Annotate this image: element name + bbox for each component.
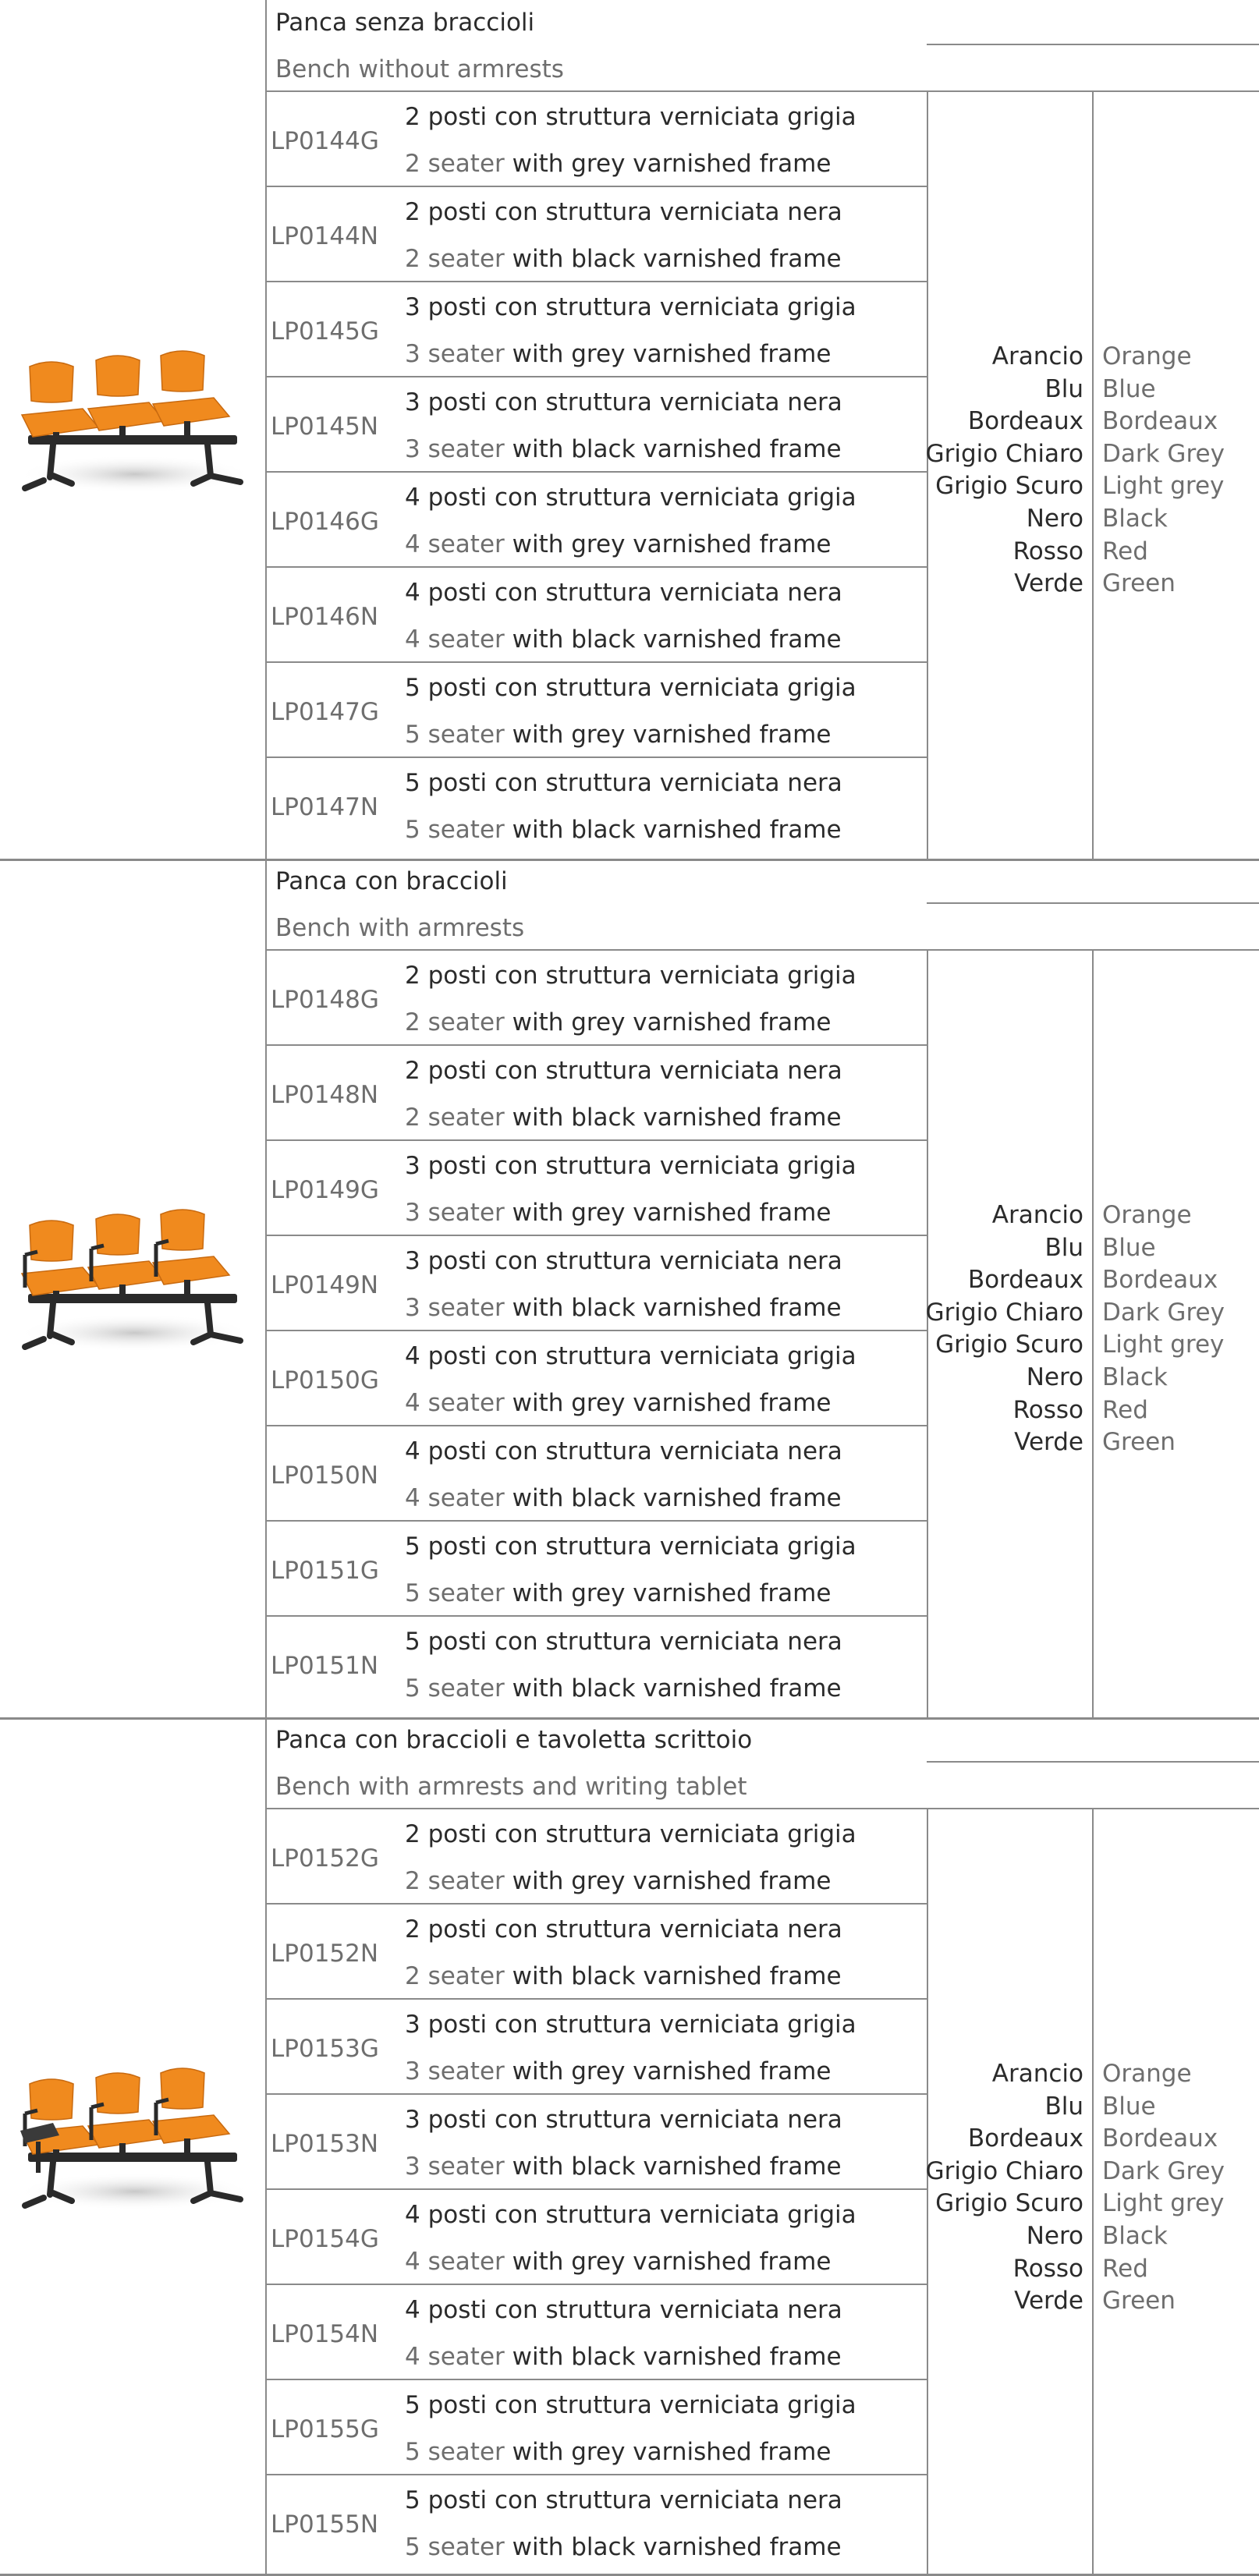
bench-image-icon — [6, 1202, 256, 1361]
color-name-en: Dark Grey — [1102, 1298, 1225, 1327]
color-name-en: Light grey — [1102, 1331, 1225, 1359]
color-name-en: Light grey — [1102, 472, 1225, 501]
table-row — [0, 1617, 1259, 1712]
frame-description: with black varnished frame — [504, 625, 842, 654]
product-code: LP0144N — [271, 222, 379, 250]
description-it: 2 posti con struttura verniciata grigia — [405, 1820, 856, 1848]
color-name-it: Verde — [1014, 1428, 1083, 1457]
color-name-it: Grigio Chiaro — [925, 439, 1083, 468]
section-title-en: Bench with armrests — [275, 914, 525, 942]
seater-count: 5 seater — [405, 1579, 505, 1607]
description-en — [405, 1391, 831, 1416]
seater-count: 2 seater — [405, 150, 505, 178]
color-name-en: Orange — [1102, 1201, 1192, 1229]
frame-description: with grey varnished frame — [504, 2057, 832, 2085]
description-en — [405, 2057, 832, 2085]
seater-count: 5 seater — [405, 721, 505, 749]
seater-count: 3 seater — [405, 1294, 505, 1322]
description-it: 5 posti con struttura verniciata nera — [405, 769, 842, 797]
description-en — [405, 247, 842, 271]
description-it: 5 posti con struttura verniciata grigia — [405, 1532, 856, 1561]
seater-count: 5 seater — [405, 1674, 505, 1703]
color-name-it: Grigio Scuro — [935, 1331, 1083, 1359]
seater-count: 2 seater — [405, 1867, 505, 1895]
color-name-en: Black — [1102, 505, 1168, 533]
description-it: 2 posti con struttura verniciata grigia — [405, 103, 856, 131]
product-code: LP0150G — [271, 1366, 379, 1394]
color-name-en: Blue — [1102, 2092, 1156, 2121]
frame-description: with grey varnished frame — [504, 1579, 832, 1607]
seater-count: 2 seater — [405, 1104, 505, 1132]
frame-description: with grey varnished frame — [504, 1389, 832, 1417]
seater-count: 4 seater — [405, 1484, 505, 1512]
color-name-en: Bordeaux — [1102, 2124, 1218, 2153]
frame-description: with black varnished frame — [504, 245, 842, 273]
header-rule — [927, 44, 1259, 45]
product-code: LP0155G — [271, 2415, 379, 2443]
frame-description: with grey varnished frame — [504, 721, 832, 749]
product-code: LP0153G — [271, 2035, 379, 2063]
description-en — [405, 1869, 831, 1894]
description-en — [405, 1201, 831, 1225]
color-name-it: Verde — [1014, 2287, 1083, 2316]
seater-count: 2 seater — [405, 1008, 505, 1036]
frame-description: with grey varnished frame — [504, 1199, 832, 1227]
product-code: LP0144G — [271, 127, 379, 155]
frame-description: with black varnished frame — [504, 1674, 842, 1703]
description-it: 3 posti con struttura verniciata nera — [405, 2106, 842, 2134]
color-name-en: Blue — [1102, 374, 1156, 403]
bench-image-icon — [6, 2060, 256, 2220]
seater-count: 5 seater — [405, 816, 505, 844]
product-code: LP0148N — [271, 1081, 379, 1109]
color-name-it: Rosso — [1013, 1395, 1083, 1424]
description-it: 5 posti con struttura verniciata grigia — [405, 674, 856, 702]
color-name-en: Black — [1102, 2222, 1168, 2250]
description-it: 2 posti con struttura verniciata nera — [405, 198, 842, 226]
color-name-it: Verde — [1014, 569, 1083, 598]
color-name-en: Bordeaux — [1102, 1266, 1218, 1295]
color-name-it: Blu — [1044, 374, 1083, 403]
description-it: 4 posti con struttura verniciata grigia — [405, 484, 856, 512]
product-code: LP0152G — [271, 1844, 379, 1873]
description-it: 2 posti con struttura verniciata nera — [405, 1057, 842, 1085]
frame-description: with black varnished frame — [504, 816, 842, 844]
description-en — [405, 1296, 842, 1320]
seater-count: 3 seater — [405, 435, 505, 463]
table-row — [0, 1905, 1259, 2000]
product-code: LP0147G — [271, 698, 379, 726]
color-name-it: Blu — [1044, 2092, 1083, 2121]
description-it: 5 posti con struttura verniciata grigia — [405, 2391, 856, 2419]
product-code: LP0148G — [271, 986, 379, 1014]
product-code: LP0155N — [271, 2510, 379, 2539]
color-name-it: Arancio — [991, 2060, 1083, 2088]
section-title-en: Bench with armrests and writing tablet — [275, 1773, 747, 1801]
header-rule — [927, 902, 1259, 904]
seater-count: 2 seater — [405, 245, 505, 273]
seater-count: 4 seater — [405, 2343, 505, 2371]
seater-count: 4 seater — [405, 1389, 505, 1417]
color-name-it: Grigio Scuro — [935, 2189, 1083, 2218]
frame-description: with black varnished frame — [504, 2153, 842, 2181]
product-section — [0, 859, 1259, 1717]
color-name-en: Light grey — [1102, 2189, 1225, 2218]
description-en — [405, 435, 842, 463]
frame-description: with black varnished frame — [504, 1484, 842, 1512]
color-name-it: Rosso — [1013, 537, 1083, 565]
description-it: 4 posti con struttura verniciata grigia — [405, 1342, 856, 1370]
product-code: LP0150N — [271, 1462, 379, 1490]
color-name-it: Grigio Chiaro — [925, 1298, 1083, 1327]
description-en — [405, 2535, 842, 2560]
seater-count: 3 seater — [405, 340, 505, 368]
description-en — [405, 2440, 831, 2464]
table-row — [0, 187, 1259, 282]
description-en — [405, 530, 832, 558]
description-en — [405, 2155, 842, 2179]
frame-description: with grey varnished frame — [504, 530, 832, 558]
table-row — [0, 1046, 1259, 1141]
color-name-en: Red — [1102, 537, 1148, 565]
frame-description: with grey varnished frame — [504, 340, 832, 368]
seater-count: 3 seater — [405, 2057, 505, 2085]
color-name-it: Nero — [1026, 505, 1083, 533]
color-name-it: Grigio Scuro — [935, 472, 1083, 501]
color-name-it: Grigio Chiaro — [925, 2156, 1083, 2185]
header-rule — [927, 1761, 1259, 1763]
description-it: 4 posti con struttura verniciata nera — [405, 1437, 842, 1465]
description-en — [405, 2345, 842, 2369]
description-it: 3 posti con struttura verniciata grigia — [405, 1152, 856, 1180]
seater-count: 5 seater — [405, 2438, 505, 2466]
section-divider — [0, 859, 1259, 861]
description-it: 3 posti con struttura verniciata nera — [405, 388, 842, 416]
frame-description: with black varnished frame — [504, 1104, 842, 1132]
description-en — [405, 1008, 832, 1036]
color-name-it: Nero — [1026, 2222, 1083, 2250]
color-name-en: Orange — [1102, 2060, 1192, 2088]
product-code: LP0146G — [271, 508, 379, 536]
color-name-en: Green — [1102, 569, 1176, 598]
frame-description: with black varnished frame — [504, 2343, 842, 2371]
section-divider — [0, 1717, 1259, 1720]
description-it: 2 posti con struttura verniciata grigia — [405, 962, 856, 990]
color-name-it: Blu — [1044, 1233, 1083, 1262]
product-code: LP0153N — [271, 2130, 379, 2158]
color-name-it: Arancio — [991, 1201, 1083, 1229]
color-name-en: Green — [1102, 1428, 1176, 1457]
frame-description: with grey varnished frame — [504, 150, 832, 178]
frame-description: with black varnished frame — [504, 435, 842, 463]
color-name-en: Black — [1102, 1363, 1168, 1391]
product-code: LP0154N — [271, 2320, 379, 2348]
frame-description: with black varnished frame — [504, 1962, 842, 1990]
section-title-it: Panca con braccioli e tavoletta scrittoio — [275, 1726, 753, 1754]
product-code: LP0154G — [271, 2225, 379, 2253]
table-row — [0, 663, 1259, 758]
description-it: 4 posti con struttura verniciata grigia — [405, 2201, 856, 2229]
frame-description: with grey varnished frame — [504, 2248, 832, 2276]
seater-count: 4 seater — [405, 625, 505, 654]
product-code: LP0146N — [271, 603, 379, 631]
description-en — [405, 1674, 842, 1703]
color-name-it: Nero — [1026, 1363, 1083, 1391]
description-en — [405, 2250, 831, 2274]
seater-count: 3 seater — [405, 2153, 505, 2181]
product-code: LP0149N — [271, 1271, 379, 1299]
description-it: 4 posti con struttura verniciata nera — [405, 579, 842, 607]
frame-description: with grey varnished frame — [504, 1008, 832, 1036]
product-section — [0, 1717, 1259, 2576]
color-name-it: Rosso — [1013, 2254, 1083, 2283]
description-en — [405, 1962, 842, 1990]
frame-description: with grey varnished frame — [504, 2438, 832, 2466]
description-en — [405, 818, 842, 842]
color-name-en: Green — [1102, 2287, 1176, 2316]
color-name-en: Orange — [1102, 342, 1192, 370]
description-en — [405, 1106, 842, 1130]
color-name-it: Bordeaux — [967, 2124, 1083, 2153]
color-name-it: Arancio — [991, 342, 1083, 370]
product-code: LP0147N — [271, 793, 379, 821]
seater-count: 2 seater — [405, 1962, 505, 1990]
table-row — [0, 92, 1259, 187]
description-it: 3 posti con struttura verniciata grigia — [405, 2011, 856, 2039]
seater-count: 4 seater — [405, 530, 505, 558]
section-title-it: Panca con braccioli — [275, 867, 508, 895]
description-en — [405, 1579, 832, 1607]
color-name-en: Red — [1102, 2254, 1148, 2283]
description-en — [405, 342, 831, 367]
table-row — [0, 758, 1259, 853]
color-name-en: Bordeaux — [1102, 407, 1218, 436]
description-it: 5 posti con struttura verniciata nera — [405, 1628, 842, 1656]
color-name-en: Dark Grey — [1102, 2156, 1225, 2185]
frame-description: with grey varnished frame — [504, 1867, 832, 1895]
table-row — [0, 2380, 1259, 2475]
product-code: LP0145G — [271, 317, 379, 345]
product-code: LP0151G — [271, 1557, 379, 1585]
section-title-it: Panca senza braccioli — [275, 9, 535, 37]
product-code: LP0152N — [271, 1940, 379, 1968]
bench-image-icon — [6, 343, 256, 502]
product-section — [0, 0, 1259, 859]
product-code: LP0151N — [271, 1652, 379, 1680]
color-name-it: Bordeaux — [967, 407, 1083, 436]
description-en — [405, 1486, 842, 1511]
description-en — [405, 625, 842, 654]
description-it: 3 posti con struttura verniciata nera — [405, 1247, 842, 1275]
description-it: 2 posti con struttura verniciata nera — [405, 1915, 842, 1944]
color-name-en: Red — [1102, 1395, 1148, 1424]
product-code: LP0145N — [271, 413, 379, 441]
table-row — [0, 1522, 1259, 1617]
description-en — [405, 723, 831, 747]
product-code: LP0149G — [271, 1176, 379, 1204]
description-en — [405, 152, 831, 176]
seater-count: 5 seater — [405, 2533, 505, 2561]
description-it: 5 posti con struttura verniciata nera — [405, 2486, 842, 2514]
description-it: 4 posti con struttura verniciata nera — [405, 2296, 842, 2324]
seater-count: 3 seater — [405, 1199, 505, 1227]
color-name-it: Bordeaux — [967, 1266, 1083, 1295]
table-row — [0, 951, 1259, 1046]
table-row — [0, 1809, 1259, 1905]
frame-description: with black varnished frame — [504, 2533, 842, 2561]
seater-count: 4 seater — [405, 2248, 505, 2276]
section-title-en: Bench without armrests — [275, 55, 564, 83]
description-it: 3 posti con struttura verniciata grigia — [405, 293, 856, 321]
table-row — [0, 2475, 1259, 2571]
color-name-en: Blue — [1102, 1233, 1156, 1262]
frame-description: with black varnished frame — [504, 1294, 842, 1322]
color-name-en: Dark Grey — [1102, 439, 1225, 468]
